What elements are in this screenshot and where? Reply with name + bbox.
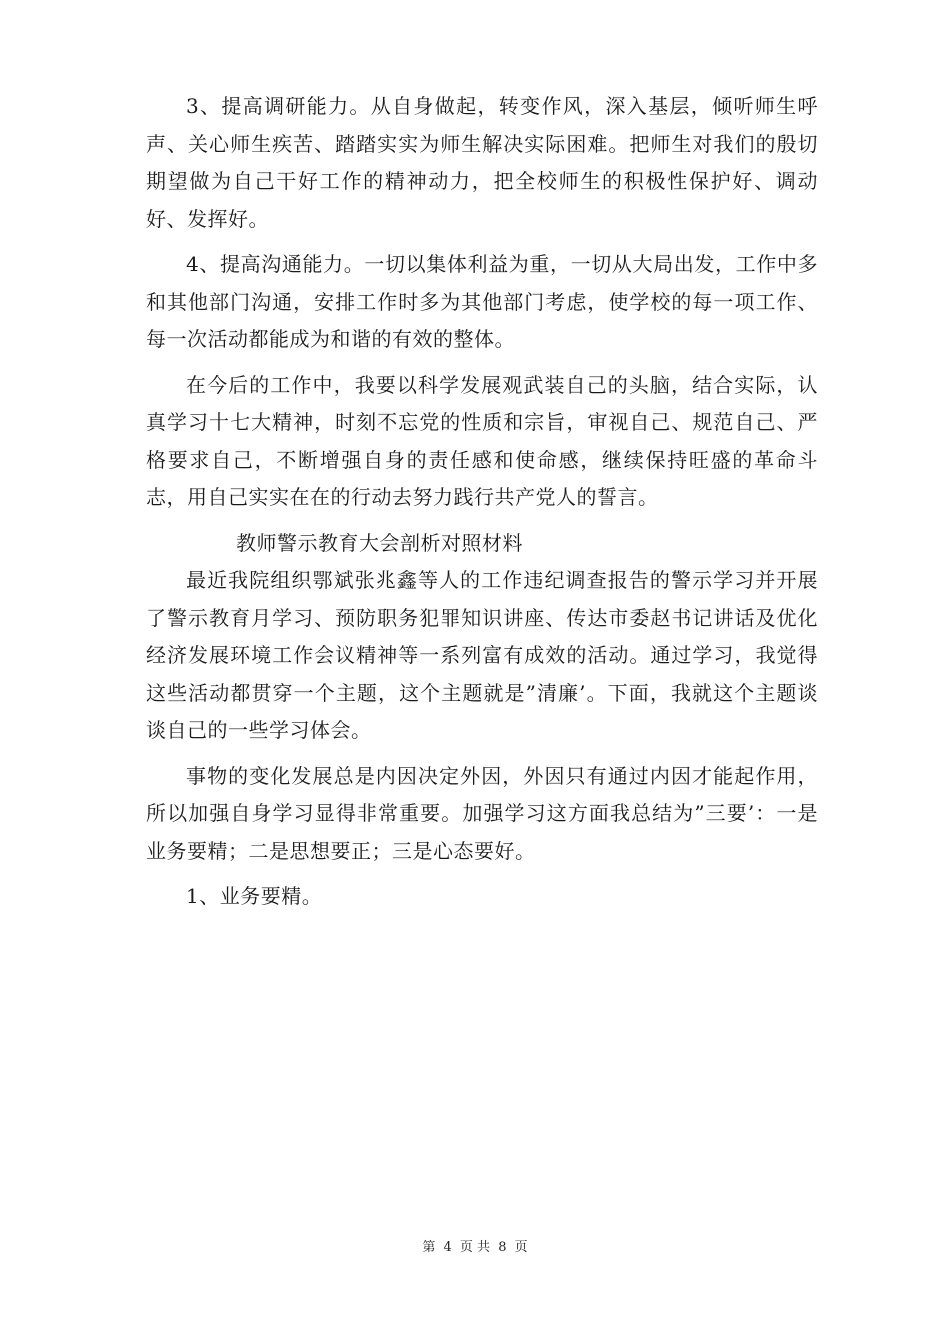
page-footer bbox=[0, 1236, 950, 1255]
paragraph-business-excellence: 1、业务要精。 bbox=[186, 884, 323, 908]
footer-middle: 页 共 bbox=[459, 1240, 491, 1255]
paragraph-communication-ability: 4、提高沟通能力。一切以集体利益为重，一切从大局出发，工作中多和其他部门沟通，安排工作时多为其他部门考虑，使学校的每一项工作、每一次活动都能成为和谐的有效的整体。 bbox=[146, 252, 818, 351]
paragraph-internal-cause: 事物的变化发展总是内因决定外因，外因只有通过内因才能起作用，所以加强自身学习显得非常重要。加强学习这方面我总结为”三要’：一是业务要精；二是思想要正；三是心态要好。 bbox=[146, 763, 818, 863]
document-body bbox=[146, 88, 818, 916]
section-title: 教师警示教育大会剖析对照材料 bbox=[236, 530, 523, 555]
paragraph-recent-study: 最近我院组织鄂斌张兆鑫等人的工作违纪调查报告的警示学习并开展了警示教育月学习、预防职务犯罪知识讲座、传达市委赵书记讲话及优化经济发展环境工作会议精神等一系列富有成效的活动。通过学习，我觉得这些活动都贯穿一个主题，这个主题就是”清廉’。下面，我就这个主题谈谈自己的一些学习体会。 bbox=[146, 568, 818, 742]
footer-prefix: 第 bbox=[422, 1240, 436, 1255]
footer-page-number: 4 bbox=[443, 1240, 452, 1255]
paragraph-research-ability: 3、提高调研能力。从自身做起，转变作风，深入基层，倾听师生呼声、关心师生疾苦、踏踏实实为师生解决实际困难。把师生对我们的殷切期望做为自己干好工作的精神动力，把全校师生的积极性保护好、调动好、发挥好。 bbox=[146, 94, 818, 231]
footer-total-pages: 8 bbox=[498, 1240, 507, 1255]
paragraph-future-work: 在今后的工作中，我要以科学发展观武装自己的头脑，结合实际，认真学习十七大精神，时刻不忘党的性质和宗旨，审视自己、规范自己、严格要求自己，不断增强自身的责任感和使命感，继续保持旺盛的革命斗志，用自己实实在在的行动去努力践行共产党人的誓言。 bbox=[146, 372, 818, 509]
footer-suffix: 页 bbox=[514, 1240, 528, 1255]
